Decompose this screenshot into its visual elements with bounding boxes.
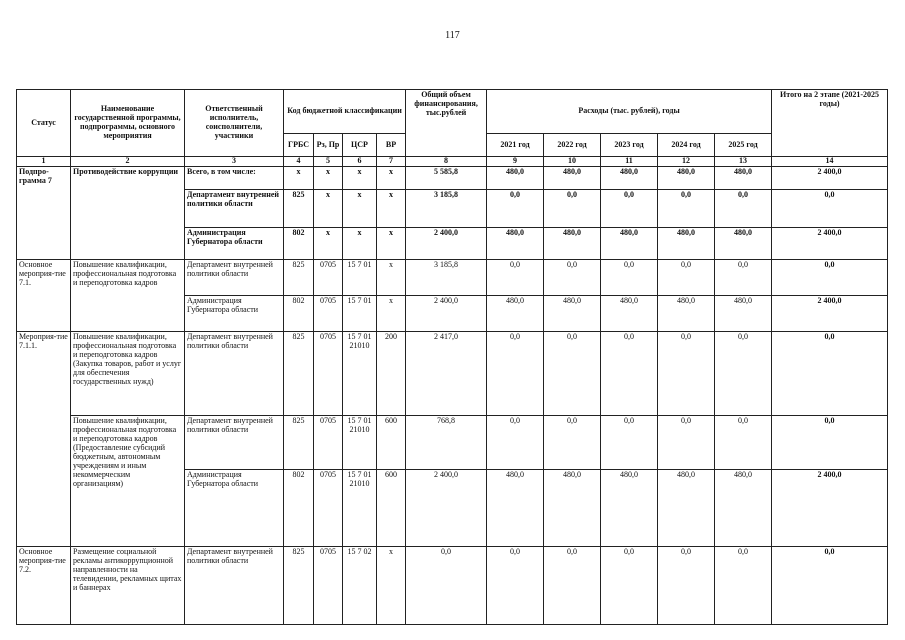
table-row — [17, 331, 888, 415]
cell-itogo: 0,0 — [772, 189, 888, 227]
cell-2023: 480,0 — [601, 295, 658, 331]
cell-2021: 480,0 — [487, 227, 544, 259]
header-csr: ЦСР — [343, 134, 377, 157]
table-row — [17, 415, 888, 469]
cell-itogo: 2 400,0 — [772, 469, 888, 546]
executor-cell: Департамент внутренней политики области — [185, 259, 284, 295]
executor-cell: Администрация Губернатора области — [185, 227, 284, 259]
cell-vr: 600 — [377, 415, 406, 469]
column-number-row — [17, 157, 888, 167]
cell-2024: 0,0 — [658, 259, 715, 295]
col-number: 10 — [544, 157, 601, 167]
table-row — [17, 546, 888, 624]
cell-grbs: x — [284, 166, 314, 189]
cell-2022: 0,0 — [544, 546, 601, 624]
cell-csr: 15 7 01 21010 — [343, 469, 377, 546]
cell-2021: 480,0 — [487, 469, 544, 546]
cell-2025: 480,0 — [715, 469, 772, 546]
cell-grbs: 825 — [284, 331, 314, 415]
cell-total: 2 417,0 — [406, 331, 487, 415]
name-cell: Повышение квалификации, профессиональная подготовка и переподготовка кадров — [71, 259, 185, 331]
cell-total: 5 585,8 — [406, 166, 487, 189]
cell-itogo: 0,0 — [772, 546, 888, 624]
header-rzpr: Рз, Пр — [314, 134, 343, 157]
cell-rzpr: 0705 — [314, 259, 343, 295]
cell-csr: 15 7 01 21010 — [343, 415, 377, 469]
cell-2024: 0,0 — [658, 415, 715, 469]
cell-2025: 480,0 — [715, 166, 772, 189]
header-executor: Ответственный исполнитель, соисполнители, участники — [185, 90, 284, 157]
cell-2021: 0,0 — [487, 415, 544, 469]
status-cell: Основное мероприя-тие 7.2. — [17, 546, 71, 624]
col-number: 2 — [71, 157, 185, 167]
cell-2025: 480,0 — [715, 295, 772, 331]
col-number: 6 — [343, 157, 377, 167]
cell-csr: x — [343, 227, 377, 259]
cell-rzpr: 0705 — [314, 331, 343, 415]
cell-csr: 15 7 01 21010 — [343, 331, 377, 415]
cell-grbs: 825 — [284, 415, 314, 469]
cell-2023: 480,0 — [601, 469, 658, 546]
header-expenses: Расходы (тыс. рублей), годы — [487, 90, 772, 134]
cell-2024: 480,0 — [658, 469, 715, 546]
cell-itogo: 0,0 — [772, 259, 888, 295]
status-cell: Подпро-грамма 7 — [17, 166, 71, 259]
cell-2021: 0,0 — [487, 546, 544, 624]
cell-grbs: 802 — [284, 295, 314, 331]
cell-2022: 0,0 — [544, 259, 601, 295]
cell-2025: 480,0 — [715, 227, 772, 259]
cell-vr: x — [377, 295, 406, 331]
cell-2025: 0,0 — [715, 415, 772, 469]
cell-rzpr: 0705 — [314, 469, 343, 546]
header-year-2025: 2025 год — [715, 134, 772, 157]
cell-2021: 0,0 — [487, 331, 544, 415]
cell-2022: 0,0 — [544, 331, 601, 415]
col-number: 13 — [715, 157, 772, 167]
cell-vr: 600 — [377, 469, 406, 546]
cell-rzpr: 0705 — [314, 415, 343, 469]
executor-cell: Департамент внутренней политики области — [185, 189, 284, 227]
header-vr: ВР — [377, 134, 406, 157]
cell-itogo: 2 400,0 — [772, 227, 888, 259]
cell-vr: x — [377, 227, 406, 259]
cell-total: 2 400,0 — [406, 227, 487, 259]
name-cell: Повышение квалификации, профессиональная подготовка и переподготовка кадров (Закупка товаров, работ и услуг для обеспечения государственных нужд) — [71, 331, 185, 415]
header-status: Статус — [17, 90, 71, 157]
status-cell: Мероприя-тие 7.1.1. — [17, 331, 71, 546]
executor-cell: Всего, в том числе: — [185, 166, 284, 189]
cell-2022: 480,0 — [544, 469, 601, 546]
cell-rzpr: x — [314, 189, 343, 227]
header-row — [17, 90, 888, 134]
cell-grbs: 825 — [284, 259, 314, 295]
cell-total: 2 400,0 — [406, 295, 487, 331]
header-total: Общий объем финансирования, тыс.рублей — [406, 90, 487, 157]
header-budget-code: Код бюджетной классификации — [284, 90, 406, 134]
header-grbs: ГРБС — [284, 134, 314, 157]
cell-2021: 480,0 — [487, 295, 544, 331]
col-number: 14 — [772, 157, 888, 167]
cell-vr: x — [377, 259, 406, 295]
header-year-2022: 2022 год — [544, 134, 601, 157]
cell-total: 3 185,8 — [406, 189, 487, 227]
header-year-2021: 2021 год — [487, 134, 544, 157]
header-year-2023: 2023 год — [601, 134, 658, 157]
cell-vr: x — [377, 546, 406, 624]
cell-2023: 480,0 — [601, 227, 658, 259]
cell-rzpr: x — [314, 227, 343, 259]
name-cell: Противодействие коррупции — [71, 166, 185, 259]
name-cell: Повышение квалификации, профессиональная подготовка и переподготовка кадров (Предоставление субсидий бюджетным, автономным учреждениям и иным некоммерческим организациям) — [71, 415, 185, 546]
cell-2021: 0,0 — [487, 259, 544, 295]
cell-rzpr: 0705 — [314, 295, 343, 331]
cell-vr: 200 — [377, 331, 406, 415]
cell-2021: 480,0 — [487, 166, 544, 189]
cell-2022: 480,0 — [544, 166, 601, 189]
cell-2023: 480,0 — [601, 166, 658, 189]
status-cell: Основное мероприя-тие 7.1. — [17, 259, 71, 331]
header-year-2024: 2024 год — [658, 134, 715, 157]
col-number: 5 — [314, 157, 343, 167]
cell-2025: 0,0 — [715, 546, 772, 624]
cell-2023: 0,0 — [601, 331, 658, 415]
cell-itogo: 2 400,0 — [772, 166, 888, 189]
cell-2023: 0,0 — [601, 259, 658, 295]
cell-csr: x — [343, 189, 377, 227]
executor-cell: Администрация Губернатора области — [185, 295, 284, 331]
cell-itogo: 0,0 — [772, 415, 888, 469]
cell-itogo: 2 400,0 — [772, 295, 888, 331]
cell-2024: 0,0 — [658, 546, 715, 624]
header-name: Наименование государственной программы, подпрограммы, основного мероприятия — [71, 90, 185, 157]
table-row — [17, 259, 888, 295]
col-number: 4 — [284, 157, 314, 167]
cell-vr: x — [377, 166, 406, 189]
cell-2023: 0,0 — [601, 189, 658, 227]
cell-csr: x — [343, 166, 377, 189]
cell-2022: 0,0 — [544, 189, 601, 227]
table-body — [17, 90, 888, 625]
cell-grbs: 802 — [284, 469, 314, 546]
executor-cell: Департамент внутренней политики области — [185, 331, 284, 415]
cell-2021: 0,0 — [487, 189, 544, 227]
cell-2023: 0,0 — [601, 415, 658, 469]
executor-cell: Департамент внутренней политики области — [185, 546, 284, 624]
page-number: 117 — [445, 30, 460, 41]
cell-total: 0,0 — [406, 546, 487, 624]
name-cell: Размещение социальной рекламы антикоррупционной направленности на телевидении, рекламных щитах и баннерах — [71, 546, 185, 624]
cell-2022: 480,0 — [544, 295, 601, 331]
header-itogo: Итого на 2 этапе (2021-2025 годы) — [772, 90, 888, 157]
cell-total: 3 185,8 — [406, 259, 487, 295]
col-number: 12 — [658, 157, 715, 167]
cell-grbs: 825 — [284, 546, 314, 624]
cell-2024: 0,0 — [658, 331, 715, 415]
cell-total: 768,8 — [406, 415, 487, 469]
cell-2022: 0,0 — [544, 415, 601, 469]
cell-rzpr: 0705 — [314, 546, 343, 624]
cell-total: 2 400,0 — [406, 469, 487, 546]
cell-itogo: 0,0 — [772, 331, 888, 415]
col-number: 3 — [185, 157, 284, 167]
col-number: 11 — [601, 157, 658, 167]
cell-rzpr: x — [314, 166, 343, 189]
cell-2022: 480,0 — [544, 227, 601, 259]
col-number: 1 — [17, 157, 71, 167]
cell-vr: x — [377, 189, 406, 227]
col-number: 9 — [487, 157, 544, 167]
cell-2023: 0,0 — [601, 546, 658, 624]
cell-2025: 0,0 — [715, 189, 772, 227]
cell-2024: 0,0 — [658, 189, 715, 227]
cell-csr: 15 7 02 — [343, 546, 377, 624]
budget-table — [16, 89, 888, 625]
col-number: 8 — [406, 157, 487, 167]
col-number: 7 — [377, 157, 406, 167]
cell-2025: 0,0 — [715, 259, 772, 295]
cell-grbs: 802 — [284, 227, 314, 259]
cell-2025: 0,0 — [715, 331, 772, 415]
cell-2024: 480,0 — [658, 166, 715, 189]
table-row — [17, 166, 888, 189]
executor-cell: Департамент внутренней политики области — [185, 415, 284, 469]
cell-grbs: 825 — [284, 189, 314, 227]
executor-cell: Администрация Губернатора области — [185, 469, 284, 546]
cell-csr: 15 7 01 — [343, 259, 377, 295]
cell-2024: 480,0 — [658, 227, 715, 259]
cell-2024: 480,0 — [658, 295, 715, 331]
cell-csr: 15 7 01 — [343, 295, 377, 331]
